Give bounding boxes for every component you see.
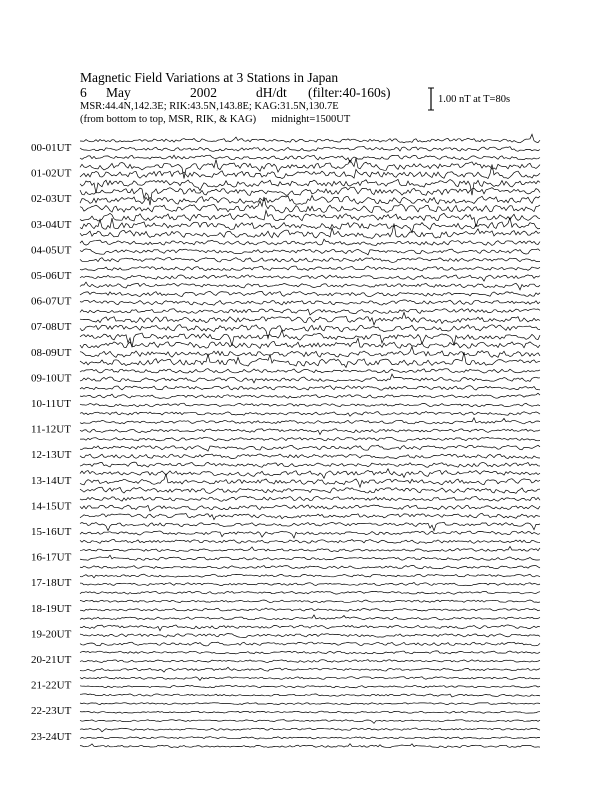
trace-msr-hour-9: [80, 386, 540, 391]
hour-label: 14-15UT: [31, 500, 72, 513]
hour-label: 09-10UT: [31, 372, 72, 385]
trace-msr-hour-15: [80, 539, 540, 543]
hour-label: 01-02UT: [31, 167, 72, 180]
hour-label: 16-17UT: [31, 551, 72, 564]
trace-kag-hour-6: [80, 291, 540, 296]
trace-rik-hour-20: [80, 660, 540, 663]
trace-rik-hour-6: [80, 300, 540, 305]
chart-title: Magnetic Field Variations at 3 Stations in Japan: [80, 70, 339, 85]
trace-msr-hour-5: [80, 282, 540, 290]
hour-label: 23-24UT: [31, 730, 72, 743]
hour-label: 10-11UT: [31, 398, 71, 410]
hour-label: 05-06UT: [31, 270, 72, 282]
trace-rik-hour-10: [80, 403, 540, 407]
trace-rik-hour-3: [80, 218, 540, 233]
trace-rik-hour-1: [80, 164, 540, 178]
trace-kag-hour-3: [80, 211, 540, 228]
trace-rik-hour-21: [80, 686, 540, 688]
trace-rik-hour-14: [80, 505, 540, 511]
trace-rik-hour-11: [80, 429, 540, 435]
trace-kag-hour-1: [80, 158, 540, 178]
trace-msr-hour-1: [80, 179, 540, 195]
trace-msr-hour-21: [80, 694, 540, 697]
hour-label: 20-21UT: [31, 654, 72, 666]
hour-label: 04-05UT: [31, 244, 72, 257]
hour-label: 08-09UT: [31, 346, 72, 359]
trace-kag-hour-5: [80, 266, 540, 271]
hour-label: 18-19UT: [31, 602, 72, 615]
trace-kag-hour-13: [80, 469, 540, 479]
trace-kag-hour-15: [80, 522, 540, 530]
trace-msr-hour-4: [80, 258, 540, 263]
trace-msr-hour-14: [80, 513, 540, 519]
trace-kag-hour-21: [80, 677, 540, 681]
trace-msr-hour-22: [80, 720, 540, 724]
trace-kag-hour-4: [80, 239, 540, 245]
trace-msr-hour-16: [80, 565, 540, 568]
trace-rik-hour-8: [80, 347, 540, 358]
hour-label: 06-07UT: [31, 295, 72, 308]
hour-label: 19-20UT: [31, 628, 72, 641]
trace-rik-hour-9: [80, 374, 540, 383]
trace-msr-hour-0: [80, 155, 540, 162]
hour-label: 13-14UT: [31, 474, 72, 487]
station-order-note: (from bottom to top, MSR, RIK, & KAG): [80, 114, 257, 125]
hour-label: 00-01UT: [31, 142, 72, 154]
trace-rik-hour-13: [80, 474, 540, 487]
trace-kag-hour-9: [80, 369, 540, 373]
hour-label: 02-03UT: [31, 193, 72, 206]
trace-rik-hour-5: [80, 275, 540, 281]
trace-rik-hour-15: [80, 531, 540, 538]
hour-label: 15-16UT: [31, 526, 72, 538]
hour-label: 03-04UT: [31, 218, 72, 231]
trace-kag-hour-22: [80, 703, 540, 705]
trace-kag-hour-2: [80, 187, 540, 205]
trace-kag-hour-19: [80, 625, 540, 631]
trace-rik-hour-22: [80, 711, 540, 713]
trace-kag-hour-8: [80, 338, 540, 348]
filter-label: (filter:40-160s): [308, 85, 391, 100]
trace-kag-hour-10: [80, 393, 540, 398]
trace-kag-hour-17: [80, 574, 540, 578]
hour-labels: [31, 142, 72, 743]
trace-msr-hour-13: [80, 487, 540, 493]
trace-rik-hour-16: [80, 555, 540, 560]
trace-kag-hour-20: [80, 651, 540, 654]
hour-label: 17-18UT: [31, 577, 72, 590]
trace-kag-hour-12: [80, 445, 540, 451]
trace-msr-hour-23: [80, 744, 540, 748]
trace-rik-hour-12: [80, 454, 540, 459]
trace-msr-hour-19: [80, 642, 540, 646]
date-year: 2002: [190, 85, 217, 100]
station-coordinates: MSR:44.4N,142.3E; RIK:43.5N,143.8E; KAG:31.5N,130.7E: [80, 101, 339, 112]
trace-group: [80, 134, 540, 747]
trace-kag-hour-0: [80, 134, 540, 143]
quantity-label: dH/dt: [256, 85, 287, 100]
trace-rik-hour-4: [80, 249, 540, 255]
trace-rik-hour-0: [80, 147, 540, 152]
trace-kag-hour-16: [80, 547, 540, 552]
trace-rik-hour-23: [80, 737, 540, 739]
date-day: 6: [80, 85, 87, 100]
trace-msr-hour-18: [80, 615, 540, 620]
trace-kag-hour-11: [80, 418, 540, 424]
trace-kag-hour-14: [80, 496, 540, 501]
scale-label: 1.00 nT at T=80s: [438, 94, 511, 105]
hour-label: 07-08UT: [31, 321, 72, 334]
trace-rik-hour-19: [80, 634, 540, 638]
trace-rik-hour-17: [80, 582, 540, 585]
trace-msr-hour-10: [80, 411, 540, 416]
trace-msr-hour-11: [80, 437, 540, 441]
trace-rik-hour-18: [80, 608, 540, 611]
trace-msr-hour-6: [80, 309, 540, 315]
midnight-note: midnight=1500UT: [271, 114, 351, 125]
trace-msr-hour-20: [80, 667, 540, 672]
trace-kag-hour-23: [80, 728, 540, 732]
trace-kag-hour-18: [80, 600, 540, 603]
trace-msr-hour-17: [80, 591, 540, 594]
date-month: May: [106, 85, 131, 100]
hour-label: 22-23UT: [31, 705, 72, 718]
trace-rik-hour-7: [80, 325, 540, 339]
hour-label: 21-22UT: [31, 679, 72, 692]
hour-label: 11-12UT: [31, 423, 71, 436]
trace-msr-hour-12: [80, 462, 540, 467]
hour-label: 12-13UT: [31, 449, 72, 462]
